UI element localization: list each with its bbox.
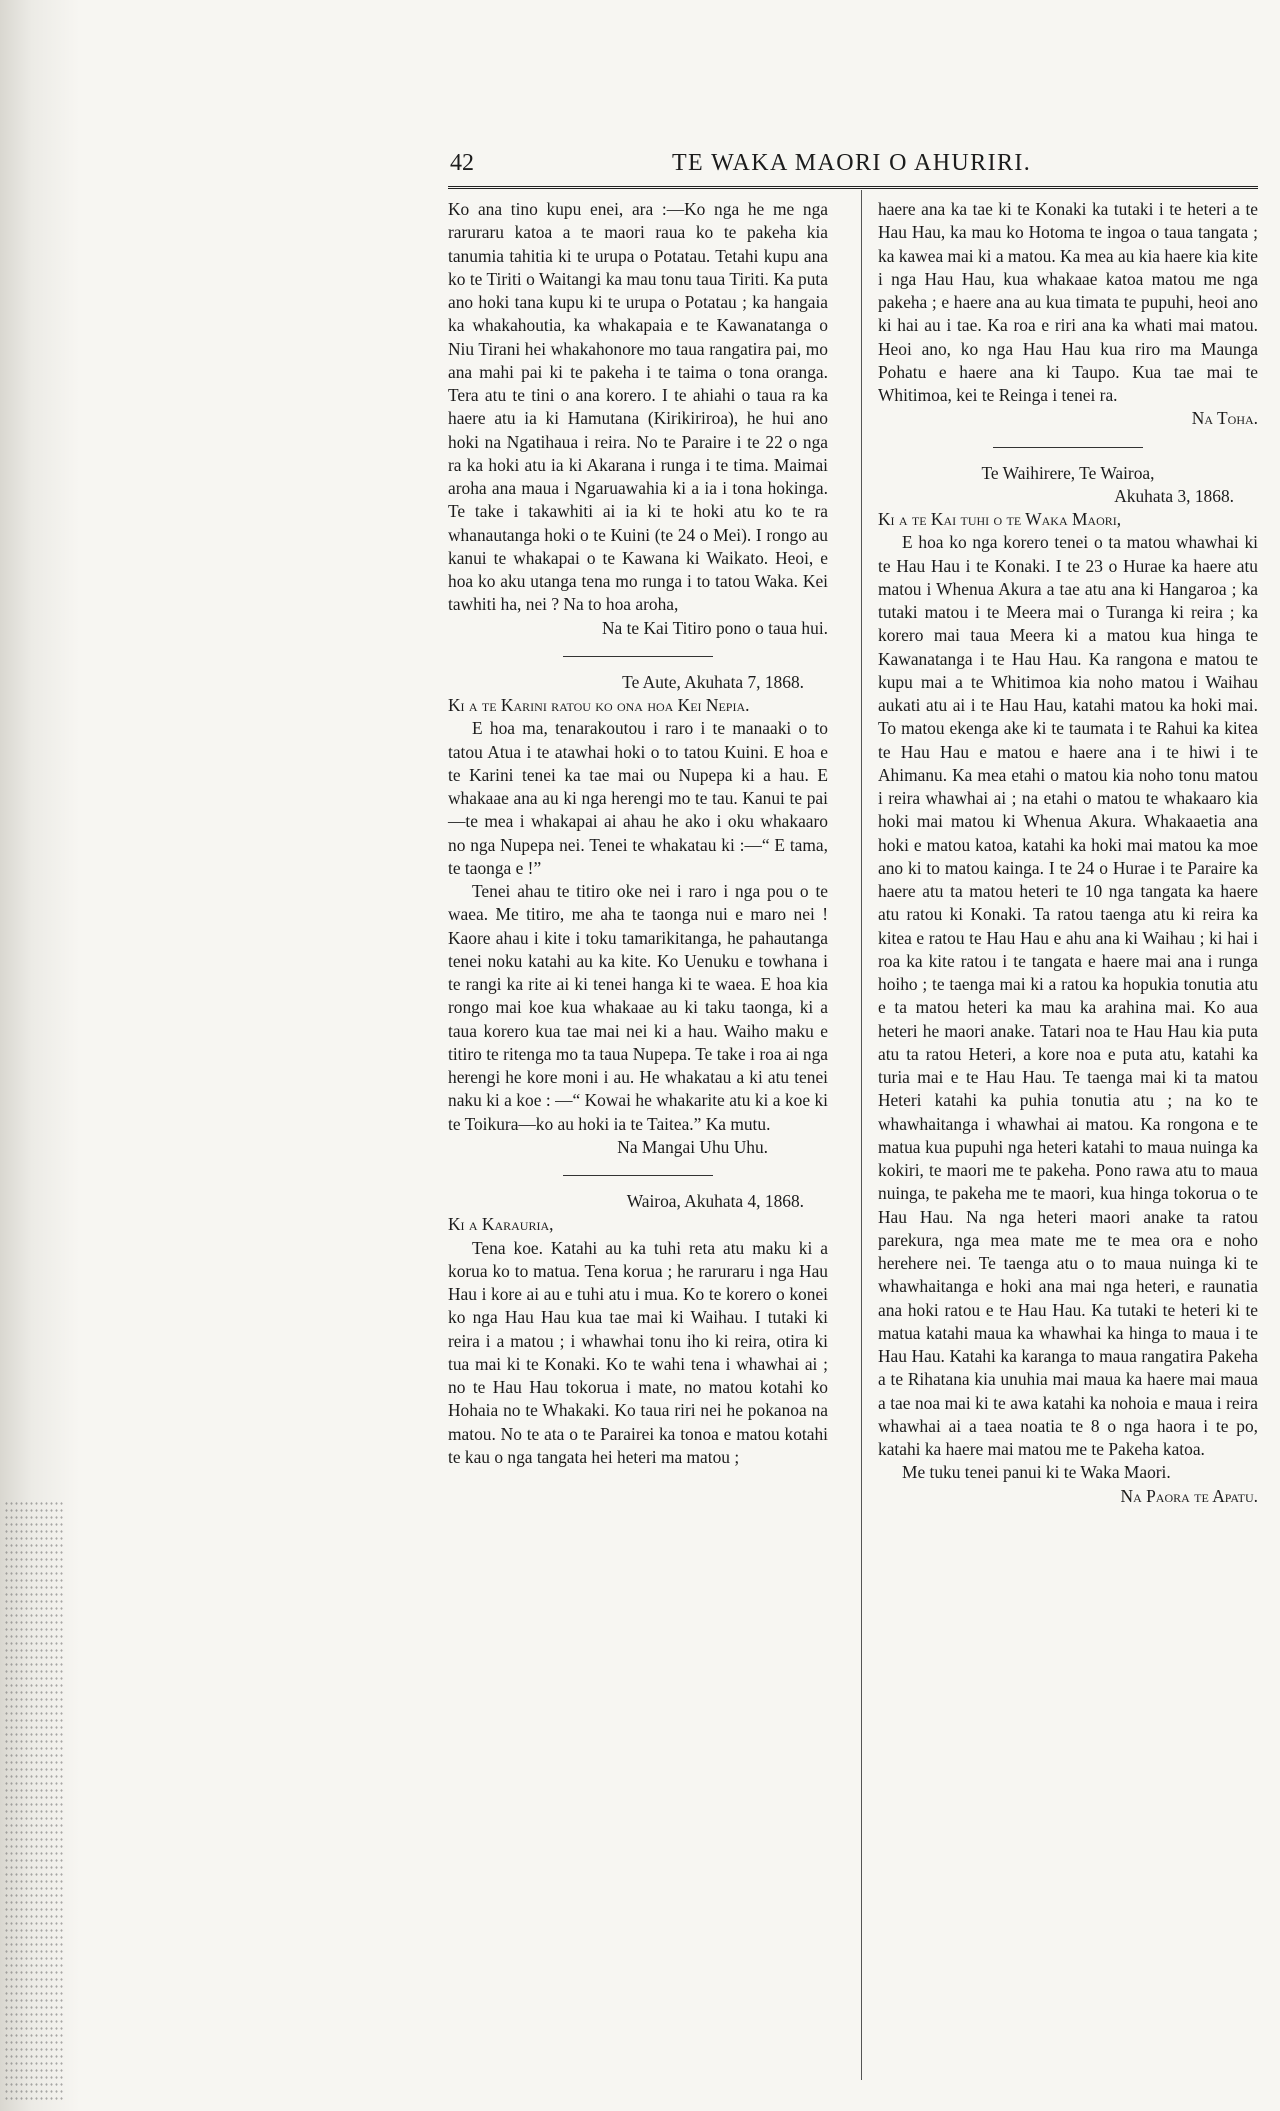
letter3-continuation: haere ana ka tae ki te Konaki ka tutaki i te heteri a te Hau Hau, ka mau ko Hotoma te ingoa o taua tangata ; ka kawea mai ki a matou. Ka mea au kia haere kia kite i nga Hau Hau, kua whakaae katoa matou me nga pakeha ; e haere ana au kua timata te pupuhi, heoi ano ki hai au i tae. Ka roa e riri ana ka whati mai matou. Heoi ano, ko nga Hau Hau kua riro ma Maunga Pohatu e haere ana ki Taupo. Kua tae mai te Whitimoa, kei te Reinga i tenei ra.	[878, 199, 1259, 405]
letter4-signature: Na Paora te Apatu.	[1120, 1485, 1258, 1506]
letter4-dateline-date: Akuhata 3, 1868.	[1114, 485, 1234, 506]
section-divider	[563, 1175, 713, 1176]
column-divider	[861, 190, 862, 2080]
page-header	[448, 150, 1248, 184]
running-title: TE WAKA MAORI O AHURIRI.	[672, 150, 1032, 176]
right-column	[878, 198, 1258, 2078]
letter2-dateline: Te Aute, Akuhata 7, 1868.	[622, 671, 804, 692]
letter3-dateline: Wairoa, Akuhata 4, 1868.	[626, 1191, 804, 1211]
letter3-address: Ki a Karauria,	[448, 1214, 554, 1235]
letter2-paragraph-1: E hoa ma, tenarakoutou i raro i te manaaki o to tatou Atua i te atawhai hoki o to tatou Kuini. E hoa e te Karini tenei ka tae mai ou Nupepa ki a hau. E whakaae ana au ki nga herengi mo te tau. Kanui te pai—te mea i whakapai ai ahau he ako i oku whakaaro no nga Nupepa nei. Tenei te whakatau ki :—“ E tama, te taonga e !”	[448, 718, 828, 878]
header-rule	[448, 186, 1258, 189]
letter1-signature: Na te Kai Titiro pono o taua hui.	[601, 617, 828, 638]
book-spine-edge	[0, 0, 80, 2111]
letter2-paragraph-2: Tenei ahau te titiro oke nei i raro i nga pou o te waea. Me titiro, me aha te taonga nui e maro nei ! Kaore ahau i kite i toku tamarikitanga, he pahautanga tenei noku katahi au ka kite. Ko Uenuku e towhana i te rangi ka rite ai ki tenei hanga ki te waea. E hoa kia rongo mai koe kua whakaae au ki taku taonga, ki a taua korero kua tae mai nei ki a hau. Waiho maku e titiro te ritenga mo ta taua Nupepa. Te take i roa ai nga herengi he kore moni i au. He whakatau a ki atu tenei naku ki a koe : —“ Kowai he whakarite atu ki a koe ki te Toikura—ko au hoki ia te Taitea.” Ka mutu.	[448, 881, 828, 1134]
section-divider	[993, 447, 1143, 448]
letter4-address: Ki a te Kai tuhi o te Waka Maori,	[878, 509, 1122, 529]
left-column	[448, 198, 828, 2078]
letter3-signature: Na Toha.	[1191, 408, 1258, 429]
letter4-paragraph-2: Me tuku tenei panui ki te Waka Maori.	[902, 1462, 1171, 1483]
page-number: 42	[450, 150, 474, 176]
spine-texture	[4, 1500, 64, 2100]
section-divider	[563, 656, 713, 657]
letter4-dateline: Te Waihirere, Te Wairoa,	[981, 462, 1155, 483]
letter3-paragraph-1: Tena koe. Katahi au ka tuhi reta atu maku ki a korua ko to matua. Tena korua ; he raruraru i nga Hau Hau i kore ai au e tuhi atu i mua. Ko te korero o konei ko nga Hau Hau kua tae mai ki Waihau. I tutaki ki reira i a matou ; i whawhai tonu iho ki reira, otira ki tua mai ki te Konaki. Ko te wahi tena i whawhai ai ; no te Hau Hau tokorua i mate, no matou kotahi ko Hohaia no te Whakaki. Ko taua riri nei he pokanoa na matou. No te ata o te Parairei ka tonoa e matou kotahi te kau o nga tangata hei heteri ma matou ;	[448, 1237, 828, 1467]
letter2-signature: Na Mangai Uhu Uhu.	[617, 1136, 768, 1157]
letter4-paragraph-1: E hoa ko nga korero tenei o ta matou whawhai ki te Hau Hau i te Konaki. I te 23 o Hurae ka haere atu matou i Whenua Akura a tae atu ana ki Hangaroa ; ka tutaki matou i te Meera mai o Turanga ki reira ; ka korero mai taua Meera ki a matou kua hinga te Kawanatanga i te Hau Hau. Ka rangona e matou te kupu mai a te Whitimoa kia noho matou i Waihau aukati atu ai i te Hau Hau, katahi matou ka hoki mai. To matou ekenga ake ki te taumata i te Rahui ka kitea te Hau Hau e matou e haere ana i te hiwi i te Ahimanu. Ka mea etahi o matou kia noho tonu matou i reira whawhai ai ; na etahi o matou te whakaaro kia hoki mai matou ki Whenua Akura. Whakaaetia ana hoki e matou katoa, katahi ka hoki mai matou ka moe ano ki to matou kainga. I te 24 o Hurae i te Paraire ka haere atu ta matou heteri te 10 nga tangata ka haere atu ratou ki Konaki. Ta ratou taenga atu ki reira ka kitea e ratou te Hau Hau e ahu ana ki Waihau ; ki hai i roa ka kite ratou i te tangata e haere mai ana i runga hoiho ; te taenga mai ki a ratou ka hopukia tonutia atu e ta matou heteri ka mau ka arahina mai. Ko aua heteri he maori anake. Tatari noa te Hau Hau kia puta atu ta ratou Heteri, a kore noa e puta atu, katahi ka turia mai e te Hau Hau. Te taenga mai ki ta matou Heteri katahi ka puhia tonutia atu ; na ko te whawhaitanga i whawhai ai matou. Ka rongona e te matua kua pupuhi nga heteri katahi to maua nuinga ka kokiri, te maori me te pakeha. Pono rawa atu to maua nuinga, te pakeha me te maori, kua hinga tokorua o te Hau Hau. Na nga heteri maori anake ta ratou parekura, nga mea mate me te mea ora e noho herehere nei. Te taenga atu o to maua nuinga ki te whawhaitanga e hoki ana mai nga heteri, e raunatia ana hoki ratou e te Hau Hau. Ka tutaki te heteri ki te matua katahi maua ka whawhai ka hinga to maua i te Hau Hau. Katahi ka karanga to maua rangatira Pakeha a te Rihatana kia unuhia mai maua ka haere mai maua a tae noa mai ki te awa katahi ka nohoia e maua i reira whawhai ai a taea noatia te 8 o nga haora i te po, katahi ka haere mai matou me te Pakeha katoa.	[878, 532, 1258, 1459]
letter1-body: Ko ana tino kupu enei, ara :—Ko nga he me nga raruraru katoa a te maori raua ko te pakeha kia tanumia tahitia ki te urupa o Potatau. Tetahi kupu ana ko te Tiriti o Waitangi ka mau tonu taua Tiriti. Ka puta ano hoki tana kupu ki te urupa o Potatau ; ka hangaia ka whakahoutia, ka whakapaia e te Kawanatanga o Niu Tirani hei whakahonore mo taua rangatira pai, mo ana mahi pai ki te pakeha i te taima o tona oranga. Tera atu te tini o ana korero. I te ahiahi o taua ra ka haere atu ia ki Hamutana (Kirikiriroa), he hui ano hoki na Ngatihaua i reira. No te Paraire i te 22 o nga ra ka hoki atu ia ki Akarana i runga i te tima. Maimai aroha ana maua i Ngaruawahia ki a ia i tona hokinga. Te take i takawhiti ai ia ki te hoki atu ko te ra whanautanga hoki o te Kuini (te 24 o Mei). I rongo au kanui te whakapai o te Kawana ki Waikato. Heoi, e hoa ko aku utanga tena mo runga i to tatou Waka. Kei tawhiti ha, nei ? Na to hoa aroha,	[448, 199, 828, 615]
letter2-address: Ki a te Karini ratou ko ona hoa Kei Nepia.	[448, 695, 750, 715]
